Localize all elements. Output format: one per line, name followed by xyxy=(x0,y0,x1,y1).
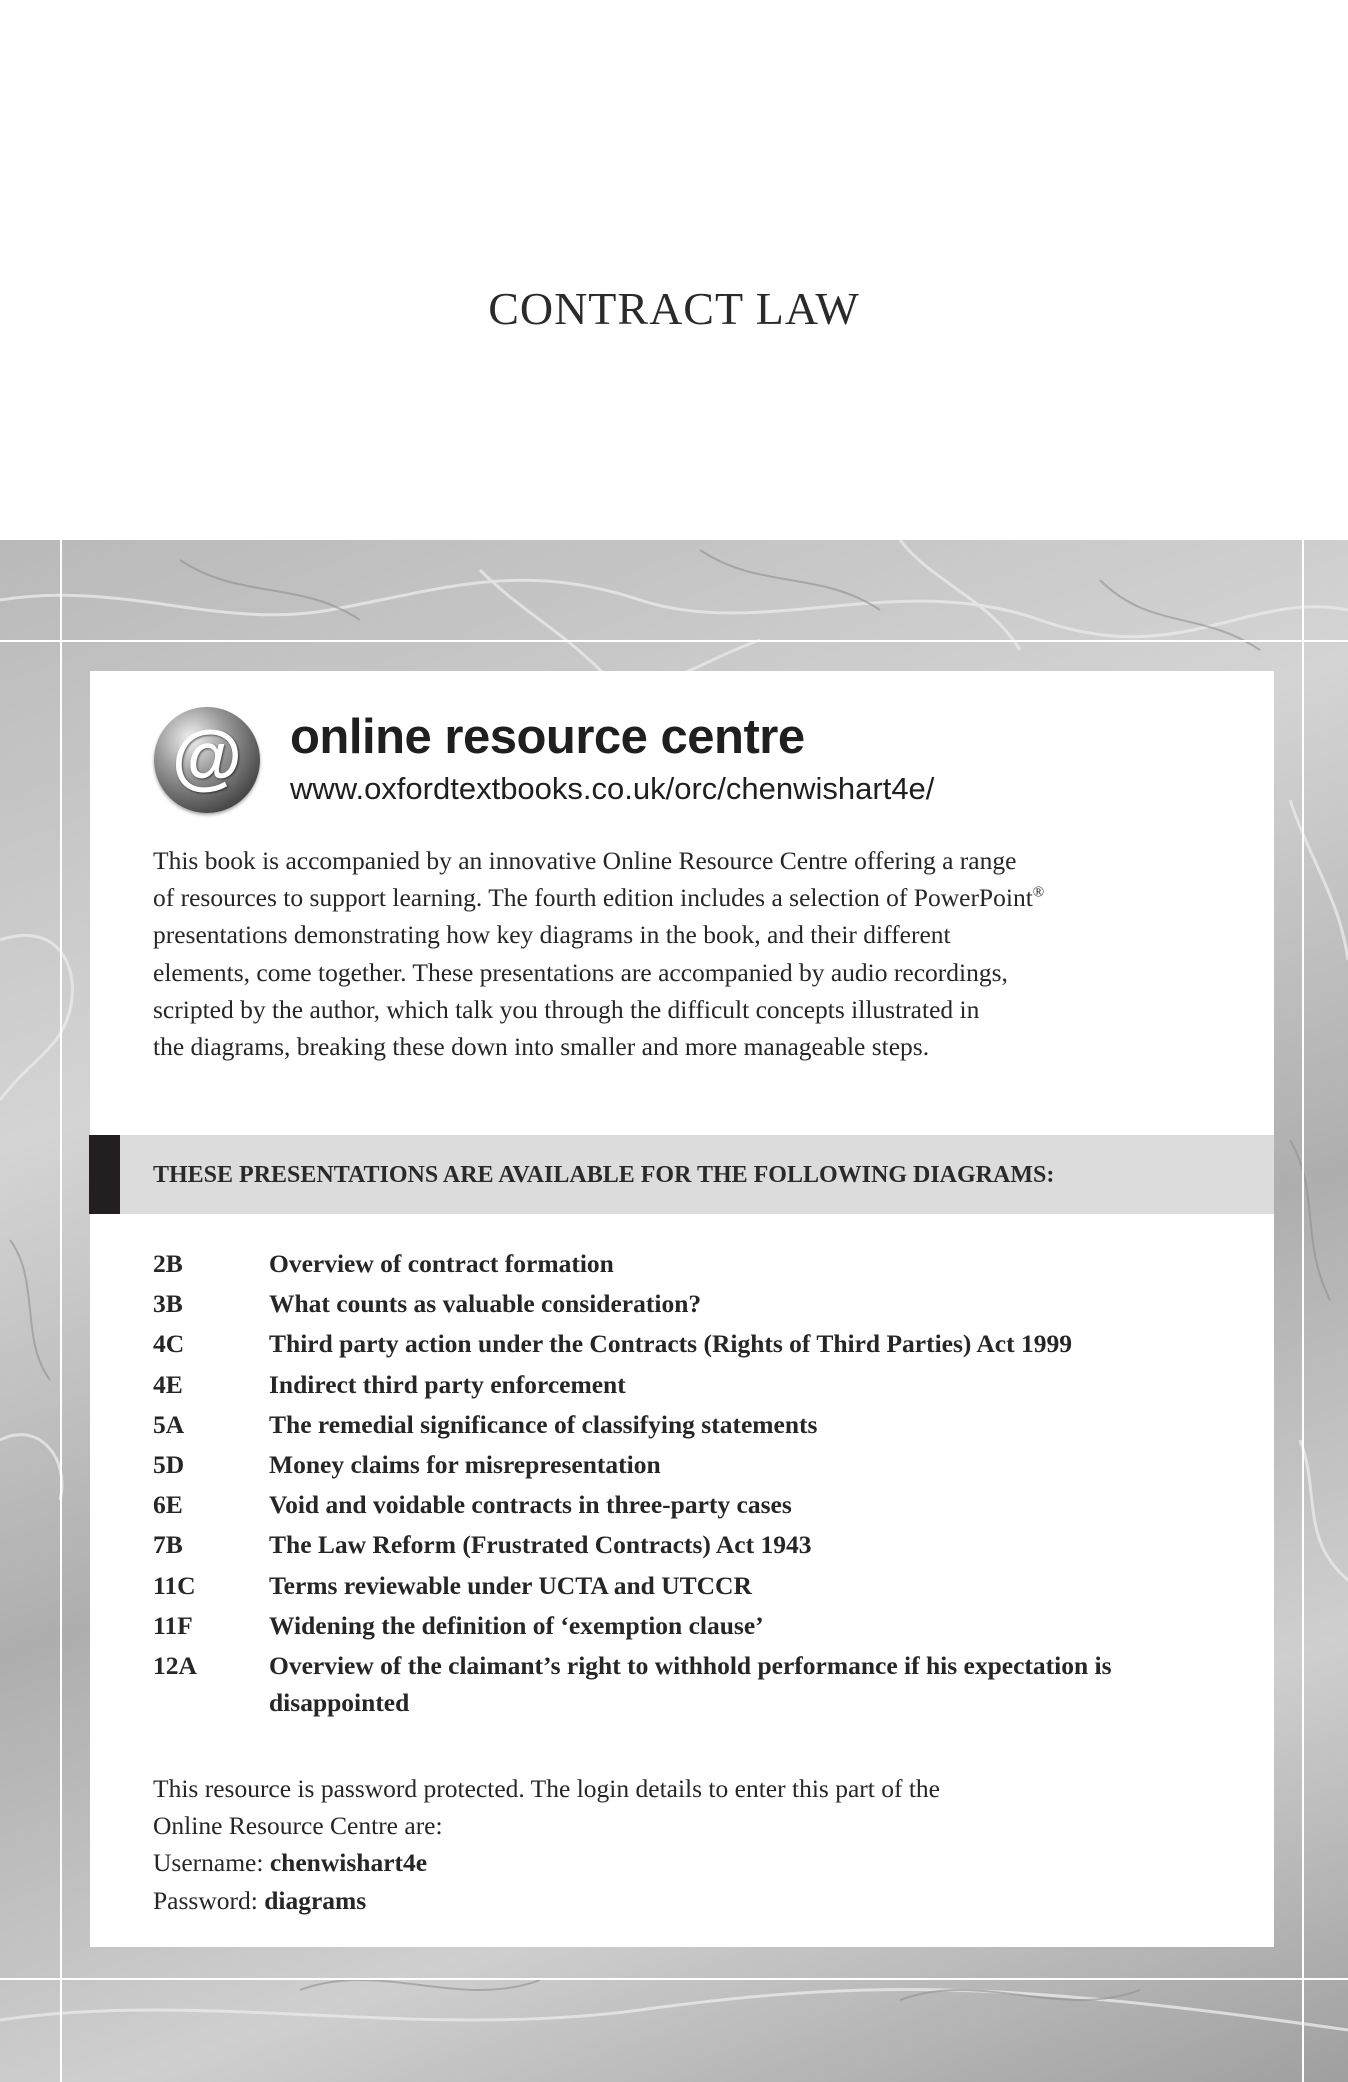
diagram-code: 11C xyxy=(153,1570,196,1600)
orc-url[interactable]: www.oxfordtextbooks.co.uk/orc/chenwishart4e/ xyxy=(290,771,935,806)
diagram-title: The remedial significance of classifying statements xyxy=(269,1409,818,1439)
list-item xyxy=(153,1526,1243,1566)
list-item xyxy=(153,1567,1243,1607)
diagram-title: Void and voidable contracts in three-party cases xyxy=(269,1490,792,1520)
diagram-code: 6E xyxy=(153,1490,183,1520)
diagram-code: 5A xyxy=(153,1409,185,1439)
diagram-list xyxy=(153,1245,1243,1721)
list-item xyxy=(153,1486,1243,1526)
intro-line-text: of resources to support learning. The fourth edition includes a selection of PowerPoint xyxy=(153,883,1033,913)
intro-paragraph xyxy=(153,842,1233,1065)
diagram-title: Widening the definition of ‘exemption clause’ xyxy=(269,1610,764,1640)
password-value: diagrams xyxy=(264,1885,367,1915)
diagram-title: Money claims for misrepresentation xyxy=(269,1449,661,1479)
list-item xyxy=(153,1245,1243,1285)
presentations-heading: THESE PRESENTATIONS ARE AVAILABLE FOR THE FOLLOWING DIAGRAMS: xyxy=(153,1162,1055,1188)
diagram-code: 5D xyxy=(153,1449,185,1479)
orc-heading: online resource centre xyxy=(290,710,805,764)
diagram-title: Third party action under the Contracts (Rights of Third Parties) Act 1999 xyxy=(269,1329,1072,1359)
diagram-code: 3B xyxy=(153,1289,183,1319)
list-item xyxy=(153,1325,1243,1365)
intro-line: the diagrams, breaking these down into smaller and more manageable steps. xyxy=(153,1032,930,1062)
online-resource-panel xyxy=(90,671,1274,1947)
frame-line xyxy=(0,1978,1348,1980)
login-details xyxy=(153,1770,1233,1919)
diagram-code: 4E xyxy=(153,1369,183,1399)
list-item xyxy=(153,1366,1243,1406)
intro-line: This book is accompanied by an innovative Online Resource Centre offering a range xyxy=(153,846,1017,875)
diagram-code: 11F xyxy=(153,1610,193,1640)
intro-line: presentations demonstrating how key diagrams in the book, and their different xyxy=(153,920,951,950)
frame-line xyxy=(1302,540,1304,2082)
intro-line: scripted by the author, which talk you through the difficult concepts illustrated in xyxy=(153,994,980,1024)
registered-mark: ® xyxy=(1032,884,1045,901)
diagram-code: 12A xyxy=(153,1650,197,1680)
login-note-line: Online Resource Centre are: xyxy=(153,1811,443,1841)
list-item xyxy=(153,1446,1243,1486)
diagram-code: 4C xyxy=(153,1329,185,1359)
presentations-heading-band xyxy=(90,1135,1274,1214)
frame-line xyxy=(0,640,1348,642)
at-sign-icon xyxy=(154,707,260,813)
list-item xyxy=(153,1406,1243,1446)
book-title: CONTRACT LAW xyxy=(488,283,860,334)
diagram-title: The Law Reform (Frustrated Contracts) Act 1943 xyxy=(269,1530,812,1560)
username-line xyxy=(153,1844,1233,1881)
password-line xyxy=(153,1882,1233,1919)
diagram-title: Overview of the claimant’s right to withhold performance if his expectation is disappointed xyxy=(269,1650,1112,1717)
diagram-title: Indirect third party enforcement xyxy=(269,1369,626,1399)
username-value: chenwishart4e xyxy=(269,1848,428,1878)
list-item xyxy=(153,1607,1243,1647)
password-label: Password: xyxy=(153,1885,258,1915)
band-accent-bar xyxy=(89,1135,120,1214)
intro-line: elements, come together. These presentations are accompanied by audio recordings, xyxy=(153,957,1008,987)
login-note-line: This resource is password protected. The login details to enter this part of the xyxy=(153,1774,940,1803)
diagram-title: What counts as valuable consideration? xyxy=(269,1289,702,1319)
list-item xyxy=(153,1647,1243,1721)
diagram-title: Terms reviewable under UCTA and UTCCR xyxy=(269,1570,752,1600)
username-label: Username: xyxy=(153,1848,264,1878)
diagram-code: 7B xyxy=(153,1530,183,1560)
diagram-code: 2B xyxy=(153,1249,183,1278)
frame-line xyxy=(60,540,62,2082)
at-sign-glyph: @ xyxy=(171,717,243,797)
title-page xyxy=(0,0,1348,540)
diagram-title: Overview of contract formation xyxy=(269,1249,614,1278)
intro-line xyxy=(153,879,1233,916)
list-item xyxy=(153,1285,1243,1325)
